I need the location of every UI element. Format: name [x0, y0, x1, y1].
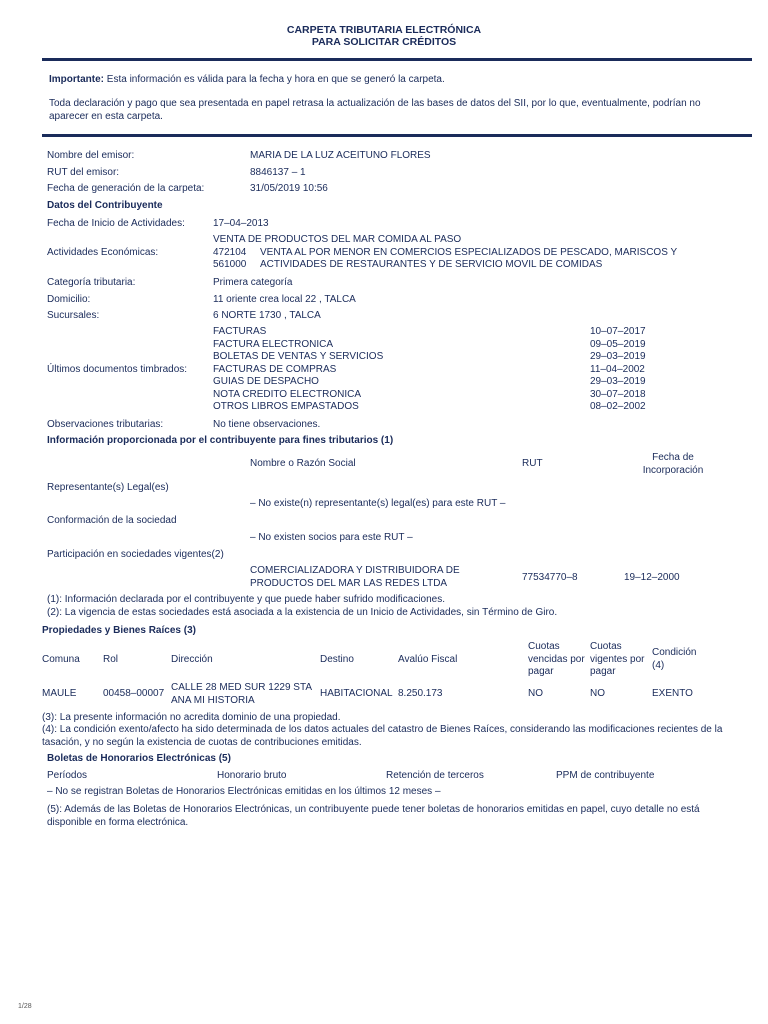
branches-value: 6 NORTE 1730 , TALCA [213, 310, 321, 321]
participation-rut: 77534770–8 [522, 572, 578, 583]
properties-section-title: Propiedades y Bienes Raíces (3) [42, 625, 196, 636]
prop-header-vencidas-3: pagar [528, 666, 554, 677]
prop-vencidas: NO [528, 688, 543, 699]
stamped-docs-label: Últimos documentos timbrados: [47, 364, 188, 375]
col-header-rut: RUT [522, 458, 543, 469]
stamped-doc-date: 10–07–2017 [590, 326, 646, 337]
prop-header-vigentes-1: Cuotas [590, 641, 622, 652]
stamped-doc-date: 29–03–2019 [590, 351, 646, 362]
notice-divider [42, 134, 752, 137]
prop-header-vigentes-2: vigentes por [590, 653, 645, 665]
prop-condicion: EXENTO [652, 688, 693, 699]
participation-date: 19–12–2000 [624, 572, 680, 583]
stamped-docs-dates [590, 326, 646, 414]
prop-rol: 00458–00007 [103, 688, 165, 699]
boletas-col-periods: Períodos [47, 770, 88, 781]
prop-header-direccion: Dirección [171, 654, 213, 665]
info-section-title: Información proporcionada por el contribuyente para fines tributarios (1) [47, 435, 394, 446]
stamped-doc-name: GUIAS DE DESPACHO [213, 376, 319, 387]
emisor-name-value: MARIA DE LA LUZ ACEITUNO FLORES [250, 150, 431, 161]
emisor-rut-value: 8846137 – 1 [250, 167, 306, 178]
important-text: Esta información es válida para la fecha y hora en que se generó la carpeta. [106, 74, 445, 85]
page-number: 1/28 [18, 1003, 32, 1010]
stamped-doc-name: FACTURA ELECTRONICA [213, 338, 334, 350]
activity-item [213, 234, 677, 247]
title-line-1: CARPETA TRIBUTARIA ELECTRÓNICA [286, 24, 482, 36]
activity-desc: ACTIVIDADES DE RESTAURANTES Y DE SERVICIO MOVIL DE COMIDAS [260, 259, 603, 270]
generation-date-value: 31/05/2019 10:56 [250, 183, 328, 194]
prop-header-vigentes [590, 641, 644, 679]
category-label: Categoría tributaria: [47, 277, 136, 288]
boletas-col-retention: Retención de terceros [386, 770, 484, 781]
participation-name-1: COMERCIALIZADORA Y DISTRIBUIDORA DE [250, 565, 460, 576]
important-notice [49, 74, 445, 85]
activity-item [213, 259, 677, 272]
stamped-doc-name: NOTA CREDITO ELECTRONICA [213, 388, 361, 400]
participation-name [250, 565, 460, 590]
stamped-docs-names [213, 326, 383, 414]
prop-destino: HABITACIONAL [320, 688, 393, 699]
prop-header-destino: Destino [320, 654, 354, 665]
prop-header-comuna: Comuna [42, 654, 80, 665]
col-header-name: Nombre o Razón Social [250, 458, 356, 469]
generation-date-label: Fecha de generación de la carpeta: [47, 183, 205, 194]
stamped-doc-name: FACTURAS DE COMPRAS [213, 363, 337, 375]
participation-name-2: PRODUCTOS DEL MAR LAS REDES LTDA [250, 577, 448, 589]
boletas-col-ppm: PPM de contribuyente [556, 770, 655, 781]
note-4: (4): La condición exento/afecto ha sido determinada de los datos actuales del catastro de Bienes Raíces, considerando las modificaciones recientes de la tasación, y no según la existencia de cuotas de contribuciones emitidas. [42, 724, 723, 748]
important-label: Importante: [49, 74, 104, 85]
branches-label: Sucursales: [47, 310, 100, 321]
boletas-none: – No se registran Boletas de Honorarios Electrónicas emitidas en los últimos 12 meses – [47, 786, 441, 797]
activity-code: 472104 [213, 246, 247, 258]
activity-item [213, 247, 677, 260]
prop-header-vencidas-1: Cuotas [528, 641, 560, 652]
prop-direccion-1: CALLE 28 MED SUR 1229 STA [171, 682, 312, 693]
emisor-rut-label: RUT del emisor: [47, 167, 120, 178]
activity-desc: VENTA AL POR MENOR EN COMERCIOS ESPECIALIZADOS DE PESCADO, MARISCOS Y [260, 246, 678, 258]
prop-direccion [171, 682, 312, 707]
stamped-doc-date: 11–04–2002 [590, 363, 645, 375]
stamped-doc-date: 29–03–2019 [590, 376, 646, 387]
address-label: Domicilio: [47, 294, 91, 305]
title-line-2: PARA SOLICITAR CRÉDITOS [311, 36, 457, 48]
society-label: Conformación de la sociedad [47, 515, 177, 526]
prop-header-condicion-2: (4) [652, 659, 665, 671]
prop-comuna: MAULE [42, 688, 77, 699]
notice-paragraph: Toda declaración y pago que sea presentada en papel retrasa la actualización de las bases de datos del SII, por lo que, eventualmente, podrían no aparecer en esta carpeta. [49, 98, 701, 122]
prop-header-vencidas-2: vencidas por [528, 653, 585, 665]
stamped-doc-date: 08–02–2002 [590, 401, 646, 412]
emisor-name-label: Nombre del emisor: [47, 150, 135, 161]
stamped-doc-date: 09–05–2019 [590, 338, 646, 350]
category-value: Primera categoría [213, 277, 293, 288]
col-header-incorporation-1: Fecha de [652, 452, 694, 463]
society-none: – No existen socios para este RUT – [250, 532, 413, 543]
legal-reps-label: Representante(s) Legal(es) [47, 482, 169, 493]
start-activities-value: 17–04–2013 [213, 218, 269, 229]
activities-label: Actividades Económicas: [47, 247, 159, 258]
contribuyente-section-title: Datos del Contribuyente [47, 200, 163, 211]
activity-code: 561000 [213, 259, 247, 270]
activity-desc: VENTA DE PRODUCTOS DEL MAR COMIDA AL PASO [213, 234, 462, 245]
prop-direccion-2: ANA MI HISTORIA [171, 694, 255, 706]
note-5: (5): Además de las Boletas de Honorarios Electrónicas, un contribuyente puede tener boletas de honorarios emitidas en papel, cuyo detalle no está disponible en forma electrónica. [47, 804, 700, 828]
note-1: (1): Información declarada por el contribuyente y que puede haber sufrido modificaciones. [47, 594, 446, 605]
prop-vigentes: NO [590, 688, 605, 699]
boletas-col-gross: Honorario bruto [217, 770, 287, 781]
observations-value: No tiene observaciones. [213, 419, 321, 430]
legal-reps-none: – No existe(n) representante(s) legal(es) para este RUT – [250, 498, 506, 509]
top-divider [42, 58, 752, 61]
note-2: (2): La vigencia de estas sociedades está asociada a la existencia de un Inicio de Actividades, sin Término de Giro. [47, 607, 558, 618]
boletas-section-title: Boletas de Honorarios Electrónicas (5) [47, 753, 231, 764]
stamped-doc-name: BOLETAS DE VENTAS Y SERVICIOS [213, 351, 384, 362]
prop-header-avaluo: Avalúo Fiscal [398, 654, 458, 665]
prop-header-condicion [652, 647, 696, 672]
activities-list [213, 234, 677, 272]
stamped-doc-date: 30–07–2018 [590, 388, 646, 400]
prop-header-condicion-1: Condición [652, 647, 697, 658]
col-header-incorporation-2: Incorporación [642, 464, 704, 476]
document-title [0, 24, 768, 48]
note-3: (3): La presente información no acredita dominio de una propiedad. [42, 712, 341, 723]
address-value: 11 oriente crea local 22 , TALCA [213, 294, 356, 305]
start-activities-label: Fecha de Inicio de Actividades: [47, 218, 185, 229]
prop-header-vigentes-3: pagar [590, 666, 616, 677]
prop-header-rol: Rol [103, 654, 119, 665]
stamped-doc-name: OTROS LIBROS EMPASTADOS [213, 401, 359, 412]
prop-header-vencidas [528, 641, 585, 679]
stamped-doc-name: FACTURAS [213, 326, 267, 337]
observations-label: Observaciones tributarias: [47, 419, 164, 430]
col-header-incorporation [630, 452, 716, 477]
prop-avaluo: 8.250.173 [398, 688, 443, 699]
participation-label: Participación en sociedades vigentes(2) [47, 549, 224, 560]
